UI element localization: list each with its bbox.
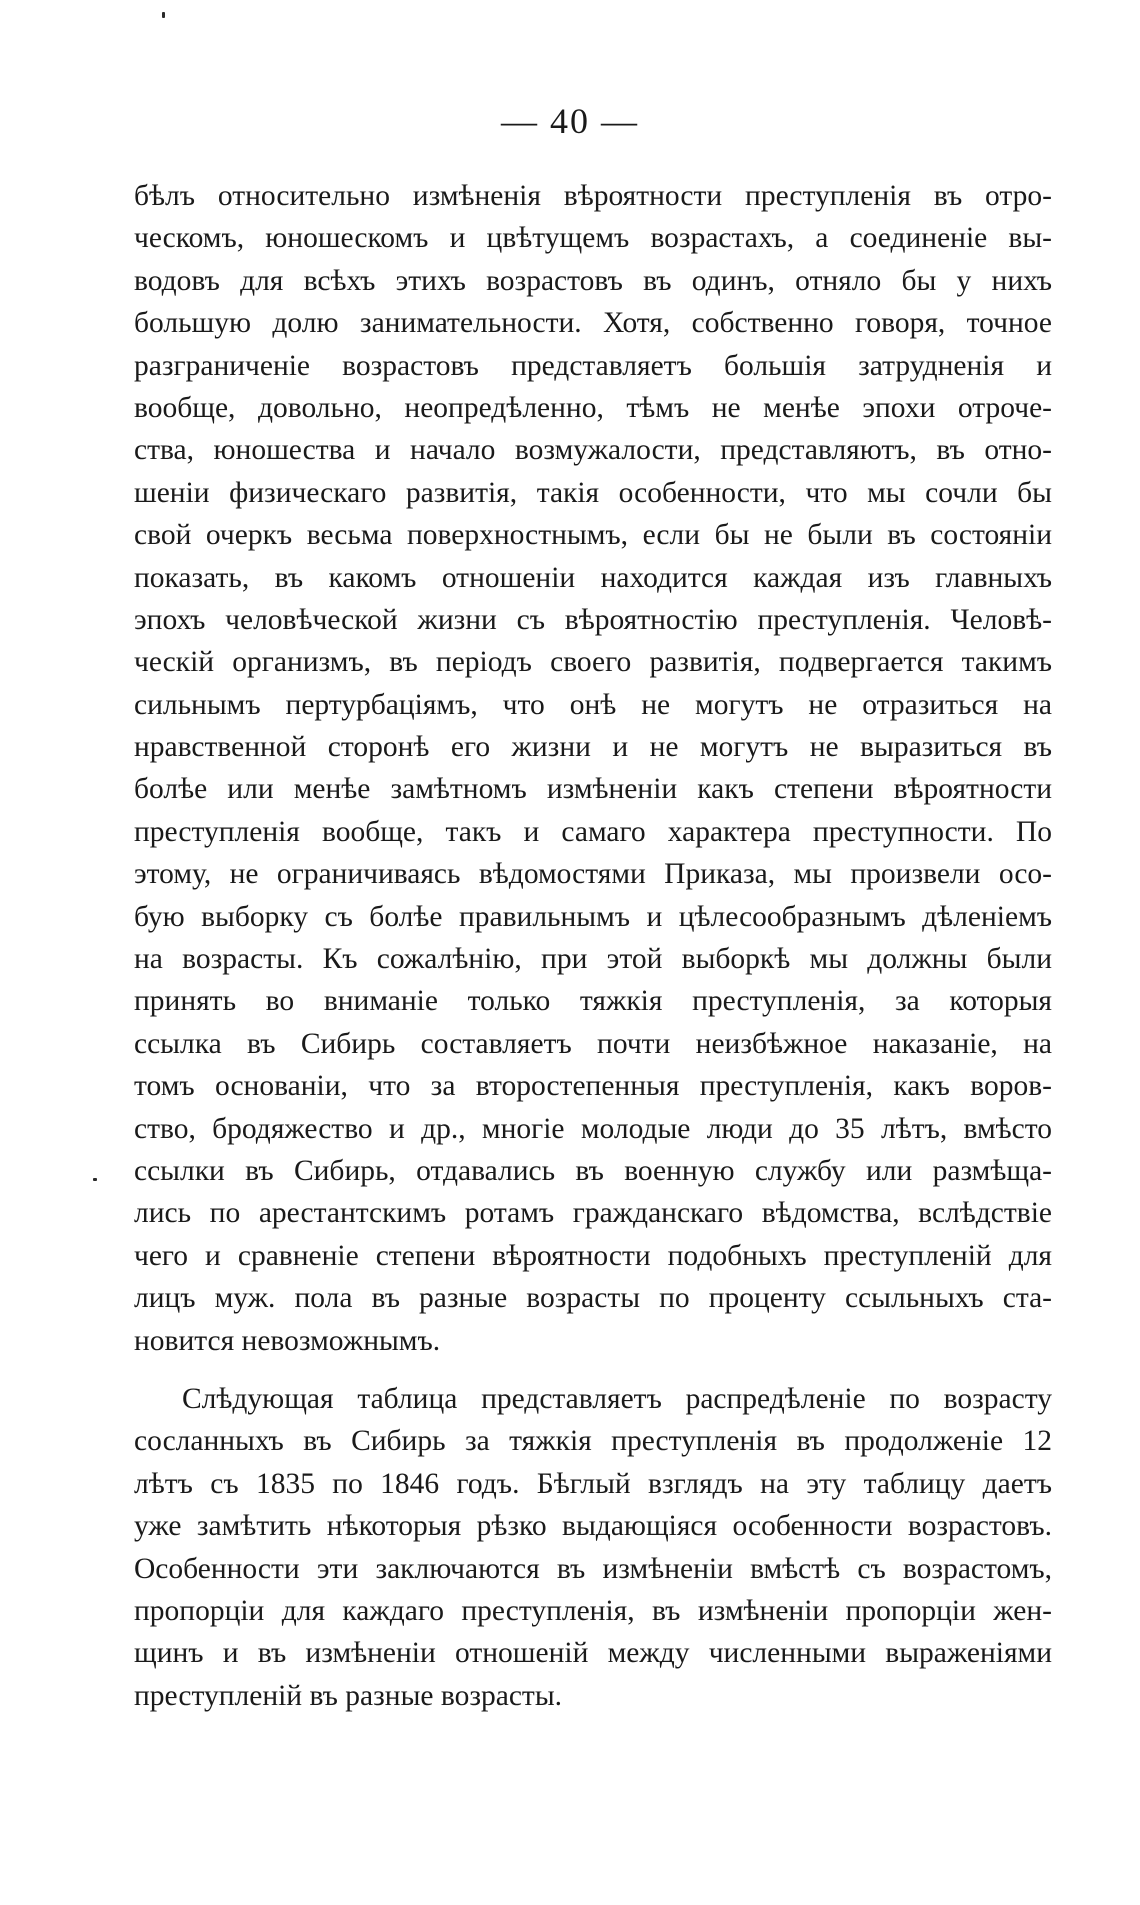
text-line: свой очеркъ весьма поверхностнымъ, если бы не были въ состояніи [134, 519, 1052, 552]
text-line: разграниченіе возрастовъ представляетъ большія затрудненія и [134, 349, 1052, 382]
paragraph-1 [134, 175, 1052, 1362]
text-line: ческій организмъ, въ періодъ своего развитія, подвергается такимъ [134, 646, 1052, 679]
text-line: ства, юношества и начало возмужалости, представляютъ, въ отно- [134, 434, 1052, 467]
print-speck [93, 1178, 97, 1181]
text-line: бѣлъ относительно измѣненія вѣроятности преступленія въ отро- [134, 180, 1052, 212]
text-line: ссылка въ Сибирь составляетъ почти неизбѣжное наказаніе, на [134, 1027, 1052, 1060]
text-line: показать, въ какомъ отношеніи находится каждая изъ главныхъ [134, 561, 1052, 594]
text-line: щинъ и въ измѣненіи отношеній между численными выраженіями [134, 1637, 1052, 1670]
text-line: томъ основаніи, что за второстепенныя преступленія, какъ воров- [134, 1070, 1052, 1103]
text-line: сильнымъ пертурбаціямъ, что онѣ не могутъ не отразиться на [134, 688, 1052, 721]
text-line: ческомъ, юношескомъ и цвѣтущемъ возрастахъ, а соединеніе вы- [134, 222, 1052, 255]
text-line: преступленія вообще, такъ и самаго характера преступности. По [134, 815, 1052, 848]
text-line: шеніи физическаго развитія, такія особенности, что мы сочли бы [134, 476, 1052, 509]
paragraph-2 [134, 1378, 1052, 1717]
text-line: чего и сравненіе степени вѣроятности подобныхъ преступленій для [134, 1239, 1052, 1272]
text-line: на возрасты. Къ сожалѣнію, при этой выборкѣ мы должны были [134, 943, 1052, 976]
text-line: этому, не ограничиваясь вѣдомостями Приказа, мы произвели осо- [134, 858, 1052, 891]
text-line: ство, бродяжество и др., многіе молодые люди до 35 лѣтъ, вмѣсто [134, 1112, 1052, 1145]
text-line: лѣтъ съ 1835 по 1846 годъ. Бѣглый взглядъ на эту таблицу даетъ [134, 1467, 1052, 1500]
text-line: ссылки въ Сибирь, отдавались въ военную службу или размѣща- [134, 1154, 1052, 1187]
text-line: преступленій въ разные возрасты. [134, 1679, 563, 1712]
text-line: пропорціи для каждаго преступленія, въ измѣненіи пропорціи жен- [134, 1594, 1052, 1627]
text-line: Слѣдующая таблица представляетъ распредѣленіе по возрасту [182, 1383, 1052, 1415]
text-line: Особенности эти заключаются въ измѣненіи вмѣстѣ съ возрастомъ, [134, 1552, 1052, 1585]
text-line: вообще, довольно, неопредѣленно, тѣмъ не менѣе эпохи отроче- [134, 391, 1052, 424]
text-line: новится невозможнымъ. [134, 1324, 441, 1357]
text-line: водовъ для всѣхъ этихъ возрастовъ въ одинъ, отняло бы у нихъ [134, 264, 1052, 297]
text-line: уже замѣтить нѣкоторыя рѣзко выдающіяся особенности возрастовъ. [134, 1510, 1052, 1543]
text-line: сосланныхъ въ Сибирь за тяжкія преступленія въ продолженіе 12 [134, 1425, 1052, 1458]
page-number: — 40 — [501, 101, 639, 141]
text-line: бую выборку съ болѣе правильнымъ и цѣлесообразнымъ дѣленіемъ [134, 900, 1052, 933]
text-line: лись по арестантскимъ ротамъ гражданскаго вѣдомства, вслѣдствіе [134, 1197, 1052, 1230]
print-speck [162, 12, 165, 18]
text-line: эпохъ человѣческой жизни съ вѣроятностію преступленія. Человѣ- [134, 603, 1052, 636]
text-line: болѣе или менѣе замѣтномъ измѣненіи какъ степени вѣроятности [134, 773, 1052, 806]
text-line: принять во вниманіе только тяжкія преступленія, за которыя [134, 985, 1052, 1018]
text-line: большую долю занимательности. Хотя, собственно говоря, точное [134, 307, 1052, 340]
text-line: лицъ муж. пола въ разные возрасты по проценту ссыльныхъ ста- [134, 1282, 1052, 1315]
text-line: нравственной сторонѣ его жизни и не могутъ не выразиться въ [134, 731, 1052, 764]
